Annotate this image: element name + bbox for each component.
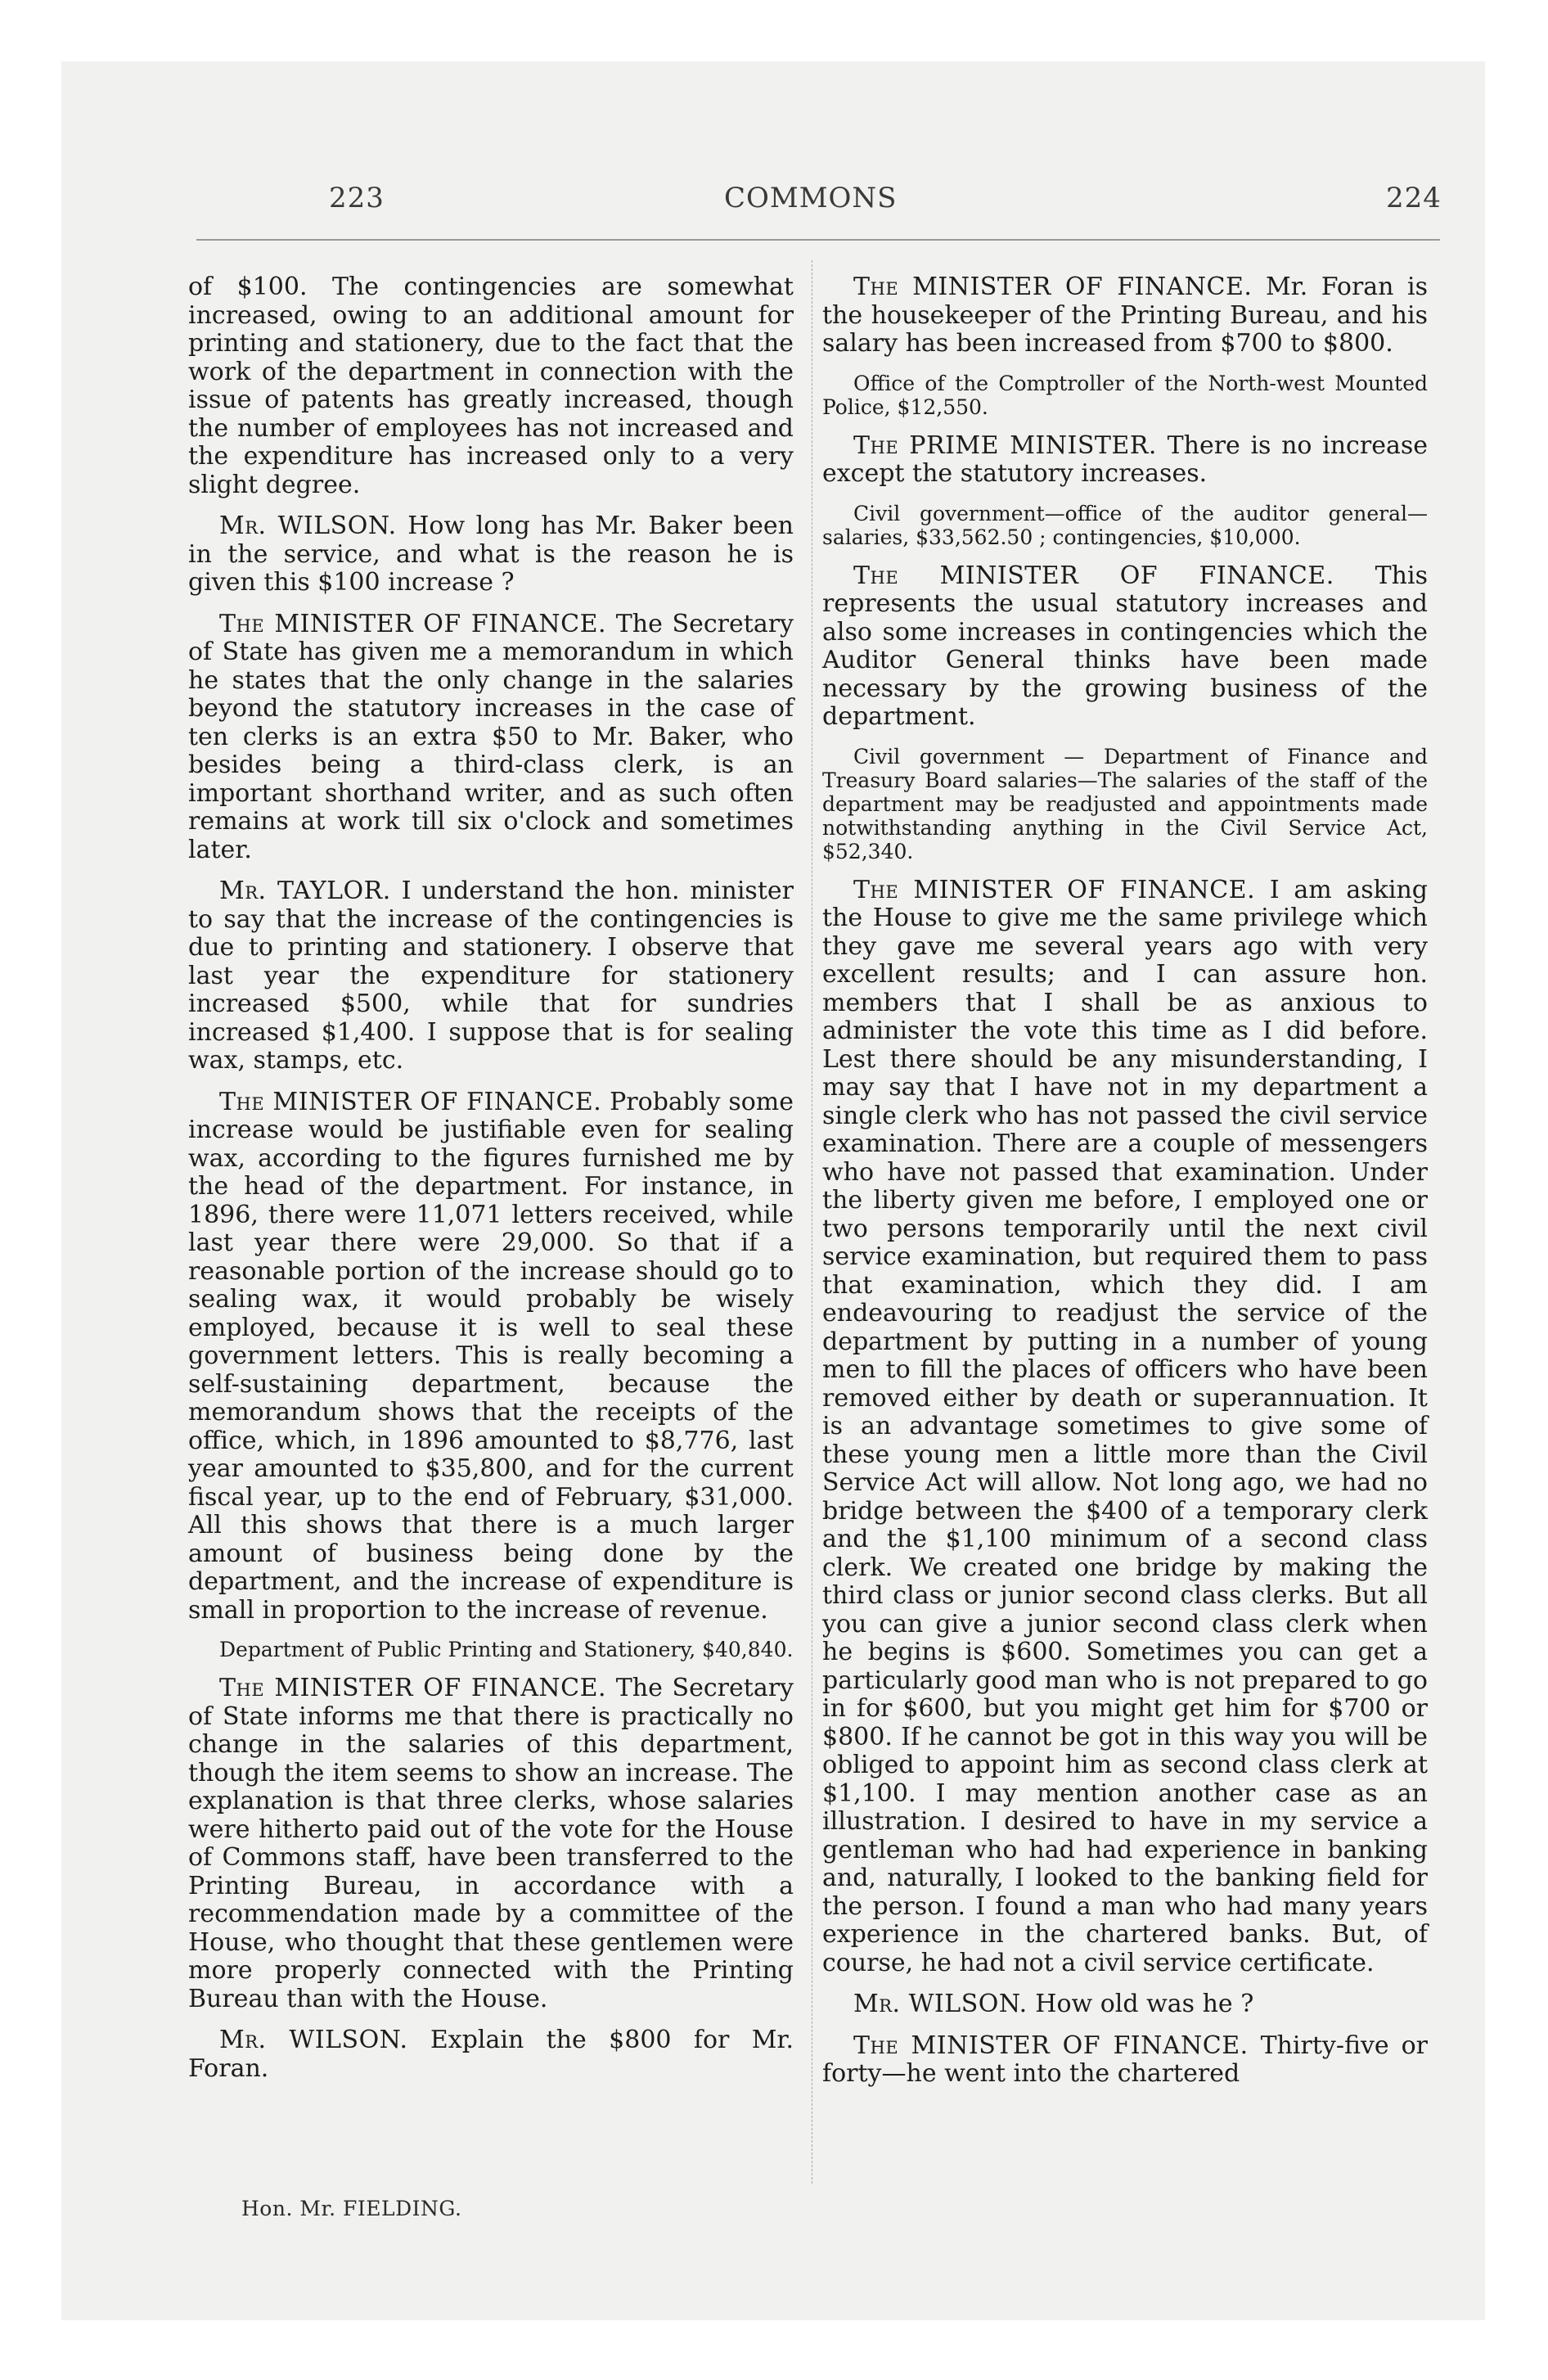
running-title: COMMONS — [724, 182, 898, 214]
right-column — [822, 273, 1428, 2102]
estimate-item-text: Civil government — Department of Finance and Treasury Board salaries—The salaries of the staff of the department may be readjusted and appointments made notwithstanding anything in the Civil Service Act, $52,340. — [822, 744, 1428, 863]
speech-paragraph — [188, 2026, 794, 2083]
paragraph-text: of $100. The contingencies are somewhat increased, owing to an additional amount for printing and stationery, due to the fact that the work of the department in connection with the issue of patents has greatly increased, though the number of employees has not increased and the expenditure has increased only to a very slight degree. — [188, 273, 794, 499]
left-page-number: 223 — [329, 182, 385, 214]
speaker-name: The MINISTER OF FINANCE. — [219, 1674, 607, 1702]
estimate-item — [822, 502, 1428, 549]
right-page-number: 224 — [1386, 182, 1442, 214]
speech-text: Mr. Foran is the housekeeper of the Printing Bureau, and his salary has been increased from $700 to $800. — [822, 273, 1428, 358]
speech-text: Probably some increase would be justifiable even for sealing wax, according to the figures furnished me by the head of the department. For instance, in 1896, there were 11,071 letters received, while last year there were 29,000. So that if a reasonable portion of the increase should go to sealing wax, it would probably be wisely employed, because it is well to seal these government letters. This is really becoming a self-sustaining department, because the memorandum shows that the receipts of the office, which, in 1896 amounted to $8,776, last year amounted to $35,800, and for the current fiscal year, up to the end of February, $31,000. All this shows that there is a much larger amount of business being done by the department, and the increase of expenditure is small in proportion to the increase of revenue. — [188, 1087, 794, 1625]
speech-text: There is no increase except the statutory increases. — [822, 430, 1428, 488]
estimate-item-text: Civil government—office of the auditor general—salaries, $33,562.50 ; contingencies, $10,000. — [822, 501, 1428, 549]
speech-paragraph — [822, 432, 1428, 489]
speaker-name: The MINISTER OF FINANCE. — [853, 875, 1256, 904]
speech-text: The Secretary of State has given me a memorandum in which he states that the only change in the salaries beyond the statutory increases in the case of ten clerks is an extra $50 to Mr. Baker, who besides being a third-class clerk, is an important shorthand writer, and as such often remains at work till six o'clock and sometimes later. — [188, 609, 794, 864]
header-rule — [196, 239, 1440, 241]
speech-text: How old was he ? — [1035, 1990, 1254, 2018]
speech-text: I am asking the House to give me the same privilege which they gave me several years ago with very excellent results; and I can assure hon. members that I shall be as anxious to administer the vote this time as I did before. Lest there should be any misunderstanding, I may say that I have not in my department a single clerk who has not passed the civil service examination. There are a couple of messengers who have not passed that examination. Under the liberty given me before, I employed one or two persons temporarily until the next civil service examination, but required them to pass that examination, which they did. I am endeavouring to readjust the service of the department by putting in a number of young men to fill the places of officers who have been removed either by death or superannuation. It is an advantage sometimes to give some of these young men a little more than the Civil Service Act will allow. Not long ago, we had no bridge between the $400 of a temporary clerk and the $1,100 minimum of a second class clerk. We created one bridge by making the third class or junior second class clerks. But all you can give a junior second class clerk when he begins is $600. Sometimes you can get a particularly good man who is not prepared to go in for $600, but you might get him for $700 or $800. If he cannot be got in this way you will be obliged to appoint him as second class clerk at $1,100. I may mention another case as an illustration. I desired to have in my service a gentleman who had had experience in banking and, naturally, I looked to the banking field for the person. I found a man who had many years experience in the chartered banks. But, of course, he had not a civil service certificate. — [822, 875, 1428, 1977]
speech-paragraph — [188, 512, 794, 597]
speaker-name: Mr. WILSON. — [219, 512, 397, 540]
estimate-item-text: Office of the Comptroller of the North-west Mounted Police, $12,550. — [822, 371, 1428, 419]
speech-paragraph — [188, 1675, 794, 2013]
speech-text: The Secretary of State informs me that there is practically no change in the salaries of this department, though the item seems to show an increase. The explanation is that three clerks, whose salaries were hitherto paid out of the vote for the House of Commons staff, have been transferred to the Printing Bureau, in accordance with a recommendation made by a committee of the House, who thought that these gentlemen were more properly connected with the Printing Bureau than with the House. — [188, 1674, 794, 2013]
left-column — [188, 273, 794, 2096]
speaker-name: Mr. WILSON. — [219, 2026, 408, 2054]
speech-text: This represents the usual statutory increases and also some increases in contingencies which the Auditor General thinks have been made necessary by the growing business of the department. — [822, 561, 1428, 731]
speech-paragraph — [822, 562, 1428, 732]
speech-paragraph — [188, 611, 794, 865]
speech-paragraph — [822, 273, 1428, 358]
body-paragraph — [188, 273, 794, 499]
speech-text: Explain the $800 for Mr. Foran. — [188, 2026, 794, 2083]
speech-text: How long has Mr. Baker been in the service, and what is the reason he is given this $100 increase ? — [188, 512, 794, 597]
speaker-name: The MINISTER OF FINANCE. — [853, 561, 1334, 590]
speaker-name: The MINISTER OF FINANCE. — [853, 2031, 1249, 2060]
speaker-name: Mr. TAYLOR. — [219, 877, 391, 905]
speech-paragraph — [188, 877, 794, 1075]
speaker-name: The MINISTER OF FINANCE. — [219, 609, 607, 638]
estimate-item-text: Department of Public Printing and Stationery, $40,840. — [219, 1638, 794, 1661]
speaker-name: The MINISTER OF FINANCE. — [219, 1087, 602, 1116]
speech-text: Thirty-five or forty—he went into the chartered — [822, 2031, 1428, 2088]
speech-paragraph — [822, 1990, 1428, 2019]
speaker-name: Mr. WILSON. — [853, 1990, 1028, 2018]
estimate-item — [822, 745, 1428, 863]
speaker-name: The MINISTER OF FINANCE. — [853, 273, 1253, 301]
speech-paragraph — [822, 2032, 1428, 2089]
speech-paragraph — [188, 1089, 794, 1625]
estimate-item — [188, 1638, 794, 1661]
speaker-name: The PRIME MINISTER. — [853, 430, 1157, 460]
page-footer: Hon. Mr. FIELDING. — [241, 2197, 462, 2220]
speech-text: I understand the hon. minister to say that the increase of the contingencies is due to printing and stationery. I observe that last year the expenditure for stationery increased $500, while that for sundries increased $1,400. I suppose that is for sealing wax, stamps, etc. — [188, 877, 794, 1075]
speech-paragraph — [822, 877, 1428, 1978]
estimate-item — [822, 372, 1428, 419]
